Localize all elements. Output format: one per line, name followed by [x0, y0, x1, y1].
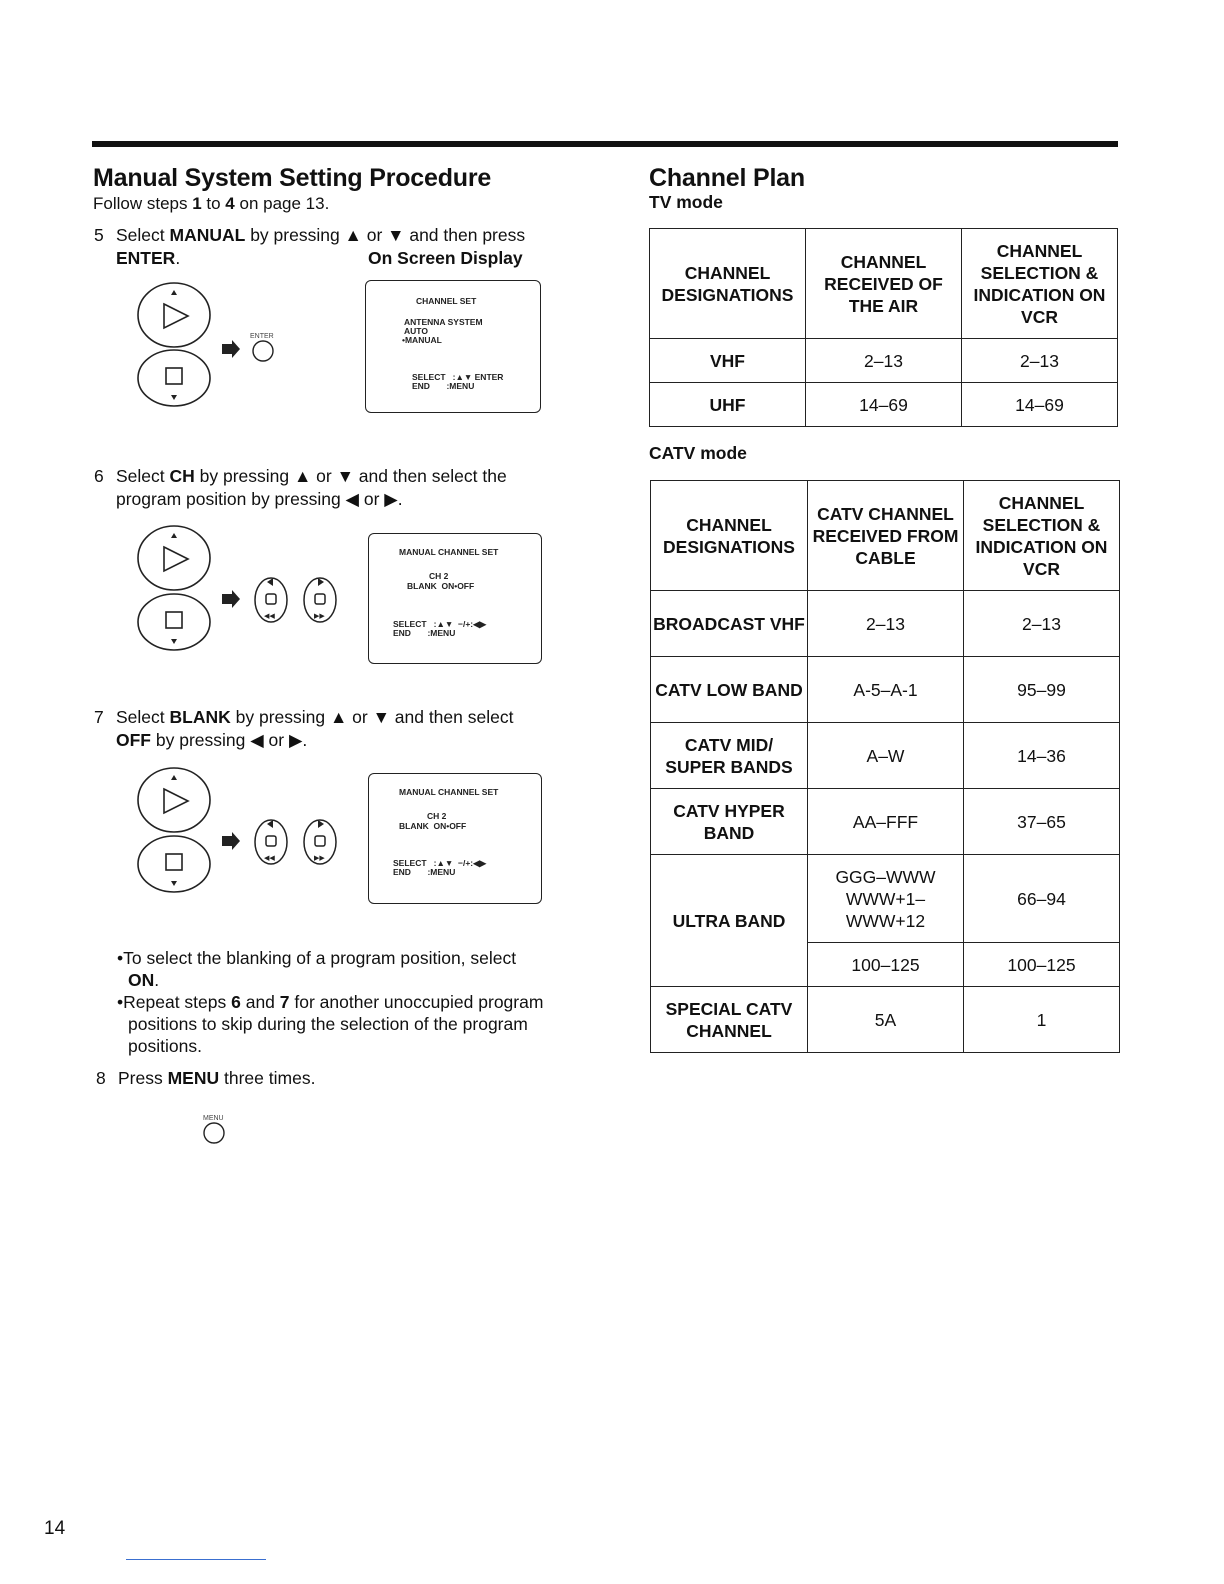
enter-button-icon	[253, 341, 273, 361]
step-6: 6 Select CH by pressing ▲ or ▼ and then select the program position by pressing ◀ or ▶.	[94, 466, 507, 509]
osd-screen-step5: CHANNEL SET ANTENNA SYSTEM AUTO •MANUAL SELECT :▲▼ ENTER END :MENU	[365, 280, 541, 413]
stop-button-icon	[138, 350, 210, 406]
table-row: 100–125 100–125	[651, 943, 1120, 987]
step-8: 8 Press MENU three times.	[96, 1068, 316, 1088]
stop-button-icon	[138, 594, 210, 650]
header-cell: CHANNEL SELECTION & INDICATION ON VCR	[964, 481, 1120, 591]
play-button-icon	[138, 283, 210, 347]
tv-mode-label: TV mode	[649, 192, 723, 212]
svg-text:◀◀: ◀◀	[264, 613, 275, 620]
menu-button-icon	[195, 1110, 235, 1150]
table-row: BROADCAST VHF 2–13 2–13	[651, 591, 1120, 657]
enter-key-label: ENTER	[250, 333, 274, 340]
remote-keys-step7	[130, 764, 350, 894]
arrow-right-icon	[222, 832, 240, 850]
play-button-icon	[138, 526, 210, 590]
fast-forward-button-icon	[304, 820, 336, 864]
remote-keys-step6	[130, 522, 350, 652]
section-title-channel-plan: Channel Plan	[649, 164, 805, 192]
svg-text:▶▶: ▶▶	[314, 613, 325, 620]
osd-heading: On Screen Display	[368, 248, 523, 268]
tv-mode-table	[649, 228, 1118, 427]
fast-forward-button-icon	[304, 578, 336, 622]
svg-text:◀◀: ◀◀	[264, 855, 275, 862]
osd-screen-step7: MANUAL CHANNEL SET CH 2 BLANK ON•OFF SELECT :▲▼ −/+:◀▶ END :MENU	[368, 773, 542, 904]
header-cell: CHANNEL DESIGNATIONS	[651, 481, 808, 591]
table-row: SPECIAL CATV CHANNEL 5A 1	[651, 987, 1120, 1053]
svg-text:▶▶: ▶▶	[314, 855, 325, 862]
header-cell: CHANNEL RECEIVED OF THE AIR	[806, 229, 962, 339]
header-cell: CHANNEL SELECTION & INDICATION ON VCR	[962, 229, 1118, 339]
note-repeat: •Repeat steps 6 and 7 for another unoccupied program positions to skip during the selection of the program positions.	[117, 992, 544, 1056]
catv-mode-table	[650, 480, 1120, 1053]
stop-button-icon	[138, 836, 210, 892]
osd-screen-step6: MANUAL CHANNEL SET CH 2 BLANK ON•OFF SELECT :▲▼ −/+:◀▶ END :MENU	[368, 533, 542, 664]
table-row: ULTRA BAND GGG–WWW WWW+1– WWW+12 66–94	[651, 855, 1120, 943]
top-rule	[92, 141, 1118, 147]
table-header-row	[650, 229, 1118, 339]
arrow-right-icon	[222, 590, 240, 608]
arrow-right-icon	[222, 340, 240, 358]
menu-key-label: MENU	[203, 1115, 224, 1122]
table-header-row	[651, 481, 1120, 591]
table-row: VHF 2–13 2–13	[650, 339, 1118, 383]
rewind-button-icon	[255, 578, 287, 622]
table-row: CATV LOW BAND A-5–A-1 95–99	[651, 657, 1120, 723]
footer-line	[126, 1559, 266, 1560]
note-blanking: •To select the blanking of a program position, select ON.	[117, 948, 517, 990]
table-row: CATV HYPER BAND AA–FFF 37–65	[651, 789, 1120, 855]
section-title-manual-setting: Manual System Setting Procedure	[93, 164, 492, 192]
table-row: UHF 14–69 14–69	[650, 383, 1118, 427]
play-button-icon	[138, 768, 210, 832]
header-cell: CHANNEL DESIGNATIONS	[650, 229, 806, 339]
header-cell: CATV CHANNEL RECEIVED FROM CABLE	[808, 481, 964, 591]
catv-mode-label: CATV mode	[649, 443, 747, 463]
intro-text: Follow steps 1 to 4 on page 13.	[93, 194, 330, 213]
table-row: CATV MID/ SUPER BANDS A–W 14–36	[651, 723, 1120, 789]
page-number: 14	[44, 1518, 66, 1539]
rewind-button-icon	[255, 820, 287, 864]
step-7: 7 Select BLANK by pressing ▲ or ▼ and then select OFF by pressing ◀ or ▶.	[94, 707, 514, 750]
remote-keys-step5	[130, 280, 290, 410]
step-5: 5 Select MANUAL by pressing ▲ or ▼ and then press ENTER.	[94, 225, 526, 268]
